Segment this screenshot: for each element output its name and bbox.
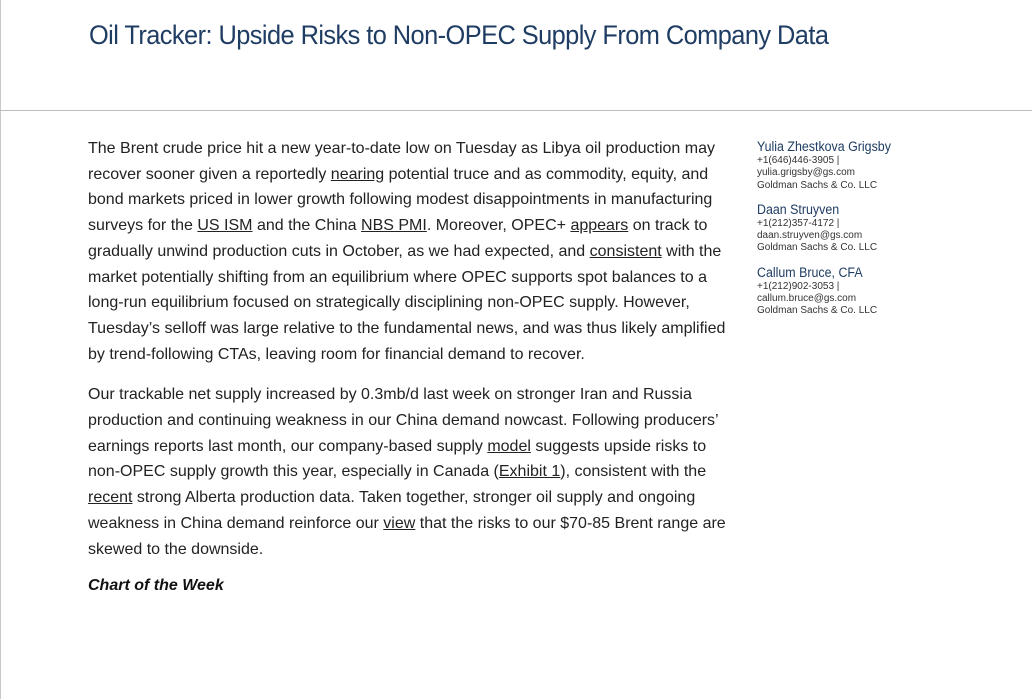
- author-phone: +1(212)357-4172 |: [757, 217, 840, 229]
- link-model[interactable]: model: [487, 437, 531, 455]
- author-firm: Goldman Sachs & Co. LLC: [757, 242, 878, 254]
- author-email[interactable]: yulia.grigsby@gs.com: [757, 167, 855, 179]
- paragraph-text: strong Alberta production data. Taken together, stronger oil supply and ongoing weakness in China demand reinforce our: [88, 489, 696, 532]
- paragraph-1: [88, 136, 734, 367]
- paragraph-2: [88, 382, 734, 562]
- link-us-ism[interactable]: US ISM: [197, 217, 253, 235]
- author-name: Yulia Zhestkova Grigsby: [757, 139, 891, 154]
- paragraph-text: that the risks to our $70-85 Brent range are skewed to the downside.: [88, 514, 726, 558]
- paragraph-text: with the market potentially shifting from an equilibrium where OPEC supports spot balances to a long-run equilibrium focused on strategically disciplining non-OPEC supply. However, Tuesday’s selloff was large relative to the fundamental news, and was thus likely amplified by trend-following CTAs, leaving room for financial demand to recover.: [88, 242, 726, 363]
- page-title: Oil Tracker: Upside Risks to Non-OPEC Supply From Company Data: [89, 20, 829, 50]
- paragraph-text: and the China: [252, 217, 362, 235]
- author-phone: +1(646)446-3905 |: [757, 155, 840, 166]
- author-email[interactable]: callum.bruce@gs.com: [757, 293, 857, 305]
- link-exhibit-1[interactable]: Exhibit 1: [498, 463, 561, 481]
- link-nbs-pmi[interactable]: NBS PMI: [361, 217, 427, 235]
- header-divider: [0, 110, 1032, 111]
- author-name: Daan Struyven: [757, 201, 840, 217]
- author-phone: +1(212)902-3053 |: [757, 280, 840, 292]
- author-email[interactable]: daan.struyven@gs.com: [757, 230, 863, 242]
- chart-of-the-week-heading: Chart of the Week: [88, 577, 224, 595]
- link-appears[interactable]: appears: [570, 217, 629, 235]
- paragraph-text: . Moreover, OPEC+: [426, 217, 571, 235]
- paragraph-text: Our trackable net supply increased by 0.3mb/d last week on stronger Iran and Russia production and continuing weakness in our China demand nowcast. Following producers’ earnings reports last month, our company-based supply: [88, 386, 718, 455]
- author-card: [757, 265, 987, 318]
- author-list: [757, 139, 987, 328]
- link-recent[interactable]: recent: [88, 489, 133, 507]
- paragraph-text: suggests upside risks to non-OPEC supply growth this year, especially in Canada (: [88, 437, 707, 481]
- paragraph-text: on track to gradually unwind production cuts in October, as we had expected, and: [88, 217, 708, 260]
- report-header: [0, 0, 1032, 111]
- author-card: [757, 139, 987, 192]
- link-nearing[interactable]: nearing: [330, 165, 385, 183]
- author-firm: Goldman Sachs & Co. LLC: [757, 305, 878, 317]
- link-consistent[interactable]: consistent: [589, 242, 662, 260]
- report-body: [88, 136, 734, 595]
- author-firm: Goldman Sachs & Co. LLC: [757, 179, 878, 191]
- paragraph-text: potential truce and as commodity, equity, and bond markets priced in lower growth following modest disappointments in manufacturing surveys for the: [88, 165, 713, 235]
- author-name: Callum Bruce, CFA: [757, 264, 863, 280]
- paragraph-text: The Brent crude price hit a new year-to-date low on Tuesday as Libya oil production may recover sooner given a reportedly: [88, 140, 715, 183]
- author-card: [757, 202, 987, 255]
- paragraph-text: ), consistent with the: [560, 463, 707, 481]
- link-view[interactable]: view: [383, 514, 416, 532]
